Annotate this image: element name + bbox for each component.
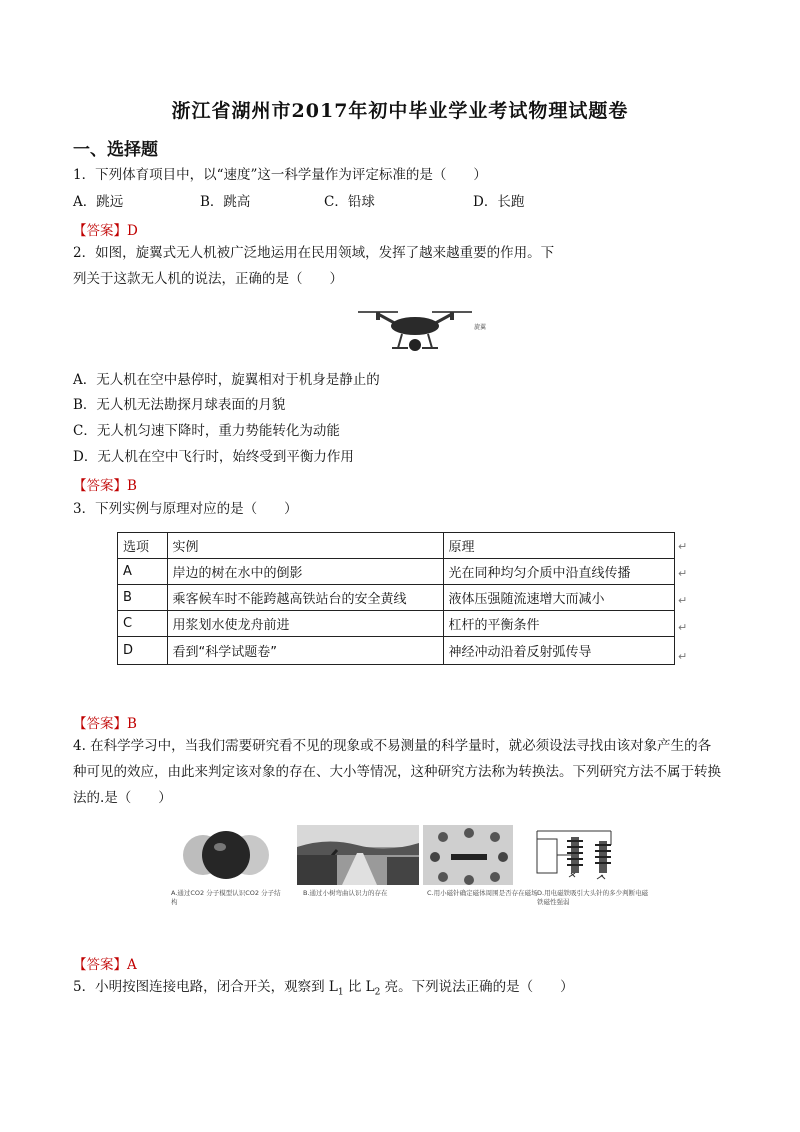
q2-option-a: A．无人机在空中悬停时，旋翼相对于机身是静止的 bbox=[73, 372, 380, 388]
answer-value: A bbox=[127, 957, 137, 973]
q5-stem-part: 亮。下列说法正确的是（ ） bbox=[380, 979, 574, 995]
section-heading: 一、选择题 bbox=[73, 140, 158, 160]
answer-label: 【答案】 bbox=[73, 716, 127, 732]
table-cell: 杠杆的平衡条件 bbox=[443, 611, 675, 637]
table-cell: 光在同种均匀介质中沿直线传播 bbox=[443, 559, 675, 585]
table-cell: 岸边的树在水中的倒影 bbox=[167, 559, 443, 585]
q4-caption-a: A.通过CO2 分子模型认识CO2 分子结构 bbox=[171, 889, 281, 906]
q4-caption-b: B.通过小树弯曲认识力的存在 bbox=[303, 889, 388, 897]
q2-stem-line2: 列关于这款无人机的说法，正确的是（ ） bbox=[73, 271, 343, 287]
q4-stem-line2: 种可见的效应，由此来判定该对象的存在、大小等情况，这种研究方法称为转换法。下列研究方法不属于转换 bbox=[73, 764, 721, 780]
table-cell: 神经冲动沿着反射弧传导 bbox=[443, 637, 675, 665]
compass-magnet-image bbox=[421, 825, 543, 885]
q4-stem-line1: 4. 在科学学习中，当我们需要研究看不见的现象或不易测量的科学量时，就必须设法寻找由该对象产生的各 bbox=[73, 738, 712, 754]
table-cell: 看到“科学试题卷” bbox=[167, 637, 443, 665]
drone-image bbox=[350, 300, 480, 360]
q4-stem-line3: 法的.是（ ） bbox=[73, 790, 172, 806]
table-row bbox=[118, 637, 675, 665]
q1-option-d: D．长跑 bbox=[473, 194, 525, 210]
q3-answer bbox=[73, 712, 137, 732]
page-title: 浙江省湖州市2017年初中毕业学业考试物理试题卷 bbox=[171, 100, 629, 122]
q4-caption-c: C.用小磁针确定磁体周围是否存在磁场 bbox=[427, 889, 538, 897]
answer-label: 【答案】 bbox=[73, 478, 127, 494]
header-cell: 原理 bbox=[443, 533, 675, 559]
table-row bbox=[118, 585, 675, 611]
q2-answer bbox=[73, 474, 137, 494]
co2-model-image bbox=[165, 825, 287, 885]
table-header-row bbox=[118, 533, 675, 559]
q2-option-b: B．无人机无法勘探月球表面的月貌 bbox=[73, 397, 286, 413]
paragraph-mark-icon: ↵ bbox=[678, 567, 688, 580]
q2-option-c: C．无人机匀速下降时，重力势能转化为动能 bbox=[73, 423, 340, 439]
q3-table bbox=[117, 532, 675, 665]
q1-option-b: B．跳高 bbox=[200, 194, 251, 210]
answer-value: B bbox=[127, 478, 137, 494]
q4-figure-b bbox=[297, 825, 419, 920]
table-cell: B bbox=[118, 585, 168, 611]
header-cell: 实例 bbox=[167, 533, 443, 559]
table-cell: 液体压强随流速增大而减小 bbox=[443, 585, 675, 611]
table-cell: 用浆划水使龙舟前进 bbox=[167, 611, 443, 637]
q4-answer bbox=[73, 953, 137, 973]
q5-stem bbox=[73, 978, 574, 1002]
q3-stem: 3．下列实例与原理对应的是（ ） bbox=[73, 501, 298, 517]
answer-label: 【答案】 bbox=[73, 957, 127, 973]
q4-figure-d bbox=[531, 825, 653, 920]
q1-option-c: C．铅球 bbox=[324, 194, 375, 210]
q1-option-a: A．跳远 bbox=[73, 194, 124, 210]
header-cell: 选项 bbox=[118, 533, 168, 559]
table-row bbox=[118, 611, 675, 637]
paragraph-mark-icon: ↵ bbox=[678, 540, 688, 553]
q2-option-d: D．无人机在空中飞行时，始终受到平衡力作用 bbox=[73, 449, 354, 465]
paragraph-mark-icon: ↵ bbox=[678, 621, 688, 634]
table-cell: A bbox=[118, 559, 168, 585]
q5-stem-part: 比 L bbox=[343, 979, 375, 995]
q4-figure-a bbox=[165, 825, 287, 920]
q1-stem: 1．下列体育项目中，以“速度”这一科学量作为评定标准的是（ ） bbox=[73, 167, 487, 183]
drone-label: 旋翼 bbox=[474, 324, 487, 331]
table-cell: D bbox=[118, 637, 168, 665]
paragraph-mark-icon: ↵ bbox=[678, 650, 688, 663]
q5-stem-part: 5．小明按图连接电路，闭合开关，观察到 L bbox=[73, 979, 338, 995]
q5-subscript: 1 bbox=[337, 987, 344, 998]
table-row bbox=[118, 559, 675, 585]
table-cell: C bbox=[118, 611, 168, 637]
q2-stem-line1: 2．如图，旋翼式无人机被广泛地运用在民用领域，发挥了越来越重要的作用。下 bbox=[73, 245, 555, 261]
answer-value: B bbox=[127, 716, 137, 732]
q4-caption-d: D.用电磁铁吸引大头针的多少判断电磁铁磁性强弱 bbox=[537, 889, 649, 906]
q1-answer bbox=[73, 219, 138, 239]
paragraph-mark-icon: ↵ bbox=[678, 594, 688, 607]
q5-subscript: 2 bbox=[374, 987, 381, 998]
electromagnet-image bbox=[531, 825, 653, 885]
answer-label: 【答案】 bbox=[73, 223, 127, 239]
table-cell: 乘客候车时不能跨越高铁站台的安全黄线 bbox=[167, 585, 443, 611]
bent-tree-image bbox=[297, 825, 419, 885]
q4-figure-c bbox=[421, 825, 543, 920]
answer-value: D bbox=[127, 223, 138, 239]
